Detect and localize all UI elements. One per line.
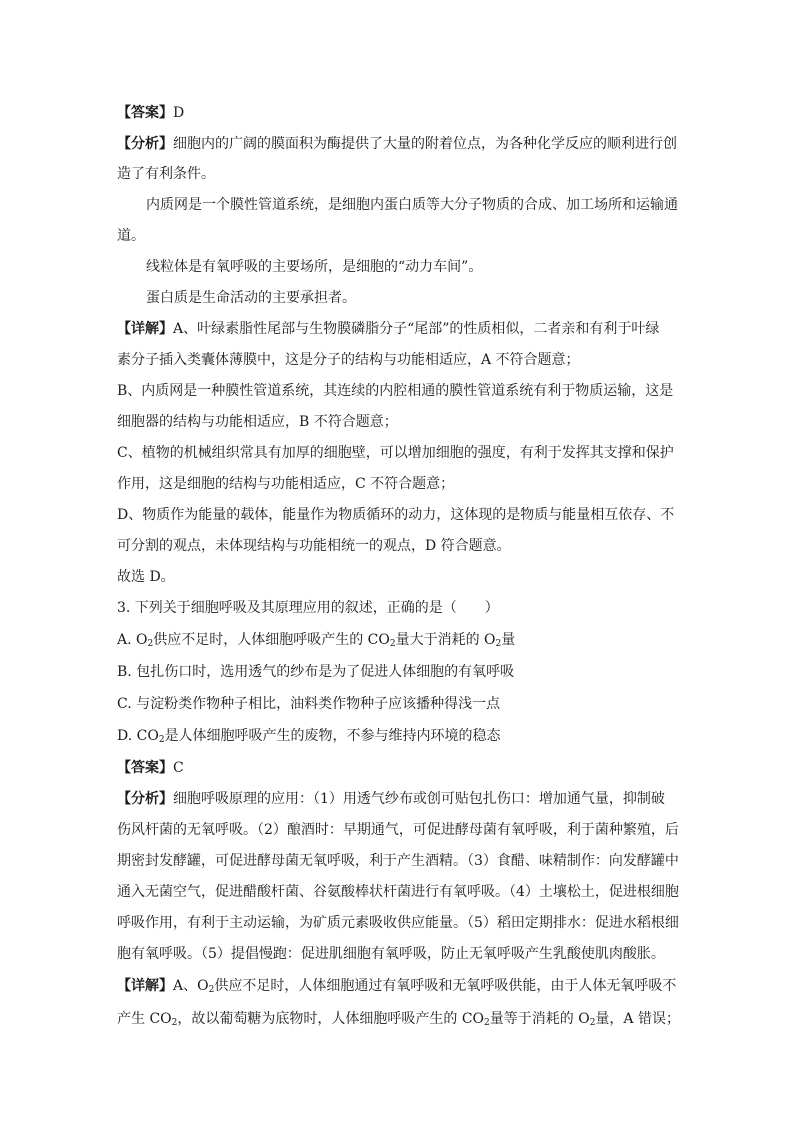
q2-mito-line: 线粒体是有氧呼吸的主要场所，是细胞的“动力车间”。 xyxy=(146,259,483,275)
q2-detail-a-text-1: A、叶绿素脂性尾部与生物膜磷脂分子“尾部”的性质相似，二者亲和有利于叶绿 xyxy=(173,321,660,337)
q3-detail-2-sub-1: 2 xyxy=(171,1018,178,1028)
analysis-tag: 【分析】 xyxy=(117,791,173,807)
q3-option-a xyxy=(117,631,515,649)
q3-stem: 3. 下列关于细胞呼吸及其原理应用的叙述，正确的是（ ） xyxy=(117,600,499,616)
q3-detail-2-sub-2: 2 xyxy=(484,1018,490,1028)
q3-detail-1-part-1: A、O xyxy=(173,978,209,994)
answer-tag: 【答案】 xyxy=(117,760,173,776)
detail-tag: 【详解】 xyxy=(117,978,173,994)
q2-analysis-line-2: 造了有利条件。 xyxy=(117,166,215,182)
q2-detail-a-line-2: 素分子插入类囊体薄膜中，这是分子的结构与功能相适应，A 不符合题意； xyxy=(117,352,580,368)
q2-conclusion: 故选 D。 xyxy=(117,569,175,585)
q3-option-a-sub-1: 2 xyxy=(147,639,154,649)
q3-detail-1-sub-1: 2 xyxy=(208,985,215,995)
q2-er-line-2: 道。 xyxy=(117,228,145,244)
q2-er-line-1: 内质网是一个膜性管道系统，是细胞内蛋白质等大分子物质的合成、加工场所和运输通 xyxy=(146,197,678,213)
q2-analysis-line-1 xyxy=(117,135,677,153)
q3-option-d-part-1: D. CO xyxy=(117,728,159,744)
q3-option-a-sub-2: 2 xyxy=(389,639,396,649)
q2-detail-c-line-2: 作用，这是细胞的结构与功能相适应，C 不符合题意； xyxy=(117,476,455,492)
q3-option-d xyxy=(117,727,501,745)
q3-answer-value: C xyxy=(173,760,184,776)
q3-detail-2-part-2: ，故以葡萄糖为底物时，人体细胞呼吸产生的 CO xyxy=(177,1011,485,1027)
q2-detail-c-line-1: C、植物的机械组织常具有加厚的细胞壁，可以增加细胞的强度，有利于发挥其支撑和保护 xyxy=(117,445,674,461)
q2-detail-d-line-2: 可分割的观点，未体现结构与功能相统一的观点，D 符合题意。 xyxy=(117,538,511,554)
q3-detail-line-1 xyxy=(117,977,676,995)
q3-option-a-part-2: 供应不足时，人体细胞呼吸产生的 CO xyxy=(153,632,390,648)
q2-answer-line xyxy=(117,104,184,122)
q3-option-a-part-4: 量 xyxy=(501,632,516,648)
q3-answer-line xyxy=(117,759,184,777)
q3-option-a-part-1: A. O xyxy=(117,632,148,648)
answer-tag: 【答案】 xyxy=(117,105,173,121)
analysis-tag: 【分析】 xyxy=(117,136,173,152)
q2-detail-b-line-2: 细胞器的结构与功能相适应，B 不符合题意； xyxy=(117,414,398,430)
q3-option-a-part-3: 量大于消耗的 O xyxy=(395,632,496,648)
q2-detail-b-line-1: B、内质网是一种膜性管道系统，其连续的内腔相通的膜性管道系统有利于物质运输，这是 xyxy=(117,383,674,399)
q3-option-a-sub-3: 2 xyxy=(495,639,502,649)
q3-detail-1-part-2: 供应不足时，人体细胞通过有氧呼吸和无氧呼吸供能，由于人体无氧呼吸不 xyxy=(214,978,677,994)
q3-analysis-line-1 xyxy=(117,790,665,808)
q2-detail-a-line-1 xyxy=(117,320,659,338)
q2-detail-d-line-1: D、物质作为能量的载体，能量作为物质循环的动力，这体现的是物质与能量相互依存、不 xyxy=(117,507,675,523)
detail-tag: 【详解】 xyxy=(117,321,173,337)
q3-analysis-text-1: 细胞呼吸原理的应用：（1）用透气纱布或创可贴包扎伤口：增加通气量，抑制破 xyxy=(173,791,665,807)
q3-detail-2-sub-3: 2 xyxy=(589,1018,596,1028)
q2-analysis-text-1: 细胞内的广阔的膜面积为酶提供了大量的附着位点，为各种化学反应的顺利进行创 xyxy=(173,136,677,152)
q3-analysis-line-3: 期密封发酵罐，可促进酵母菌无氧呼吸，利于产生酒精。（3）食醋、味精制作：向发酵罐中 xyxy=(117,853,679,869)
q3-detail-2-part-4: 量，A 错误； xyxy=(595,1011,680,1027)
q3-analysis-line-4: 通入无菌空气，促进醋酸杆菌、谷氨酸棒状杆菌进行有氧呼吸。（4）土壤松土，促进根细胞 xyxy=(117,884,679,900)
q3-detail-2-part-1: 产生 CO xyxy=(117,1011,172,1027)
q2-answer-value: D xyxy=(173,105,185,121)
q3-detail-2-part-3: 量等于消耗的 O xyxy=(489,1011,590,1027)
q3-analysis-line-2: 伤风杆菌的无氧呼吸。（2）酿酒时：早期通气，可促进酵母菌有氧呼吸，利于菌种繁殖，后 xyxy=(117,822,679,838)
q3-option-c: C. 与淀粉类作物种子相比，油料类作物种子应该播种得浅一点 xyxy=(117,696,501,712)
q3-analysis-line-5: 呼吸作用，有利于主动运输，为矿质元素吸收供应能量。（5）稻田定期排水：促进水稻根细 xyxy=(117,915,679,931)
q3-option-d-sub-1: 2 xyxy=(158,735,165,745)
q2-protein-line: 蛋白质是生命活动的主要承担者。 xyxy=(146,290,356,306)
q3-analysis-line-6: 胞有氧呼吸。（5）提倡慢跑：促进肌细胞有氧呼吸，防止无氧呼吸产生乳酸使肌肉酸胀。 xyxy=(117,946,665,962)
q3-option-b: B. 包扎伤口时，选用透气的纱布是为了促进人体细胞的有氧呼吸 xyxy=(117,664,515,680)
q3-detail-line-2 xyxy=(117,1010,680,1028)
q3-option-d-part-2: 是人体细胞呼吸产生的废物，不参与维持内环境的稳态 xyxy=(164,728,501,744)
